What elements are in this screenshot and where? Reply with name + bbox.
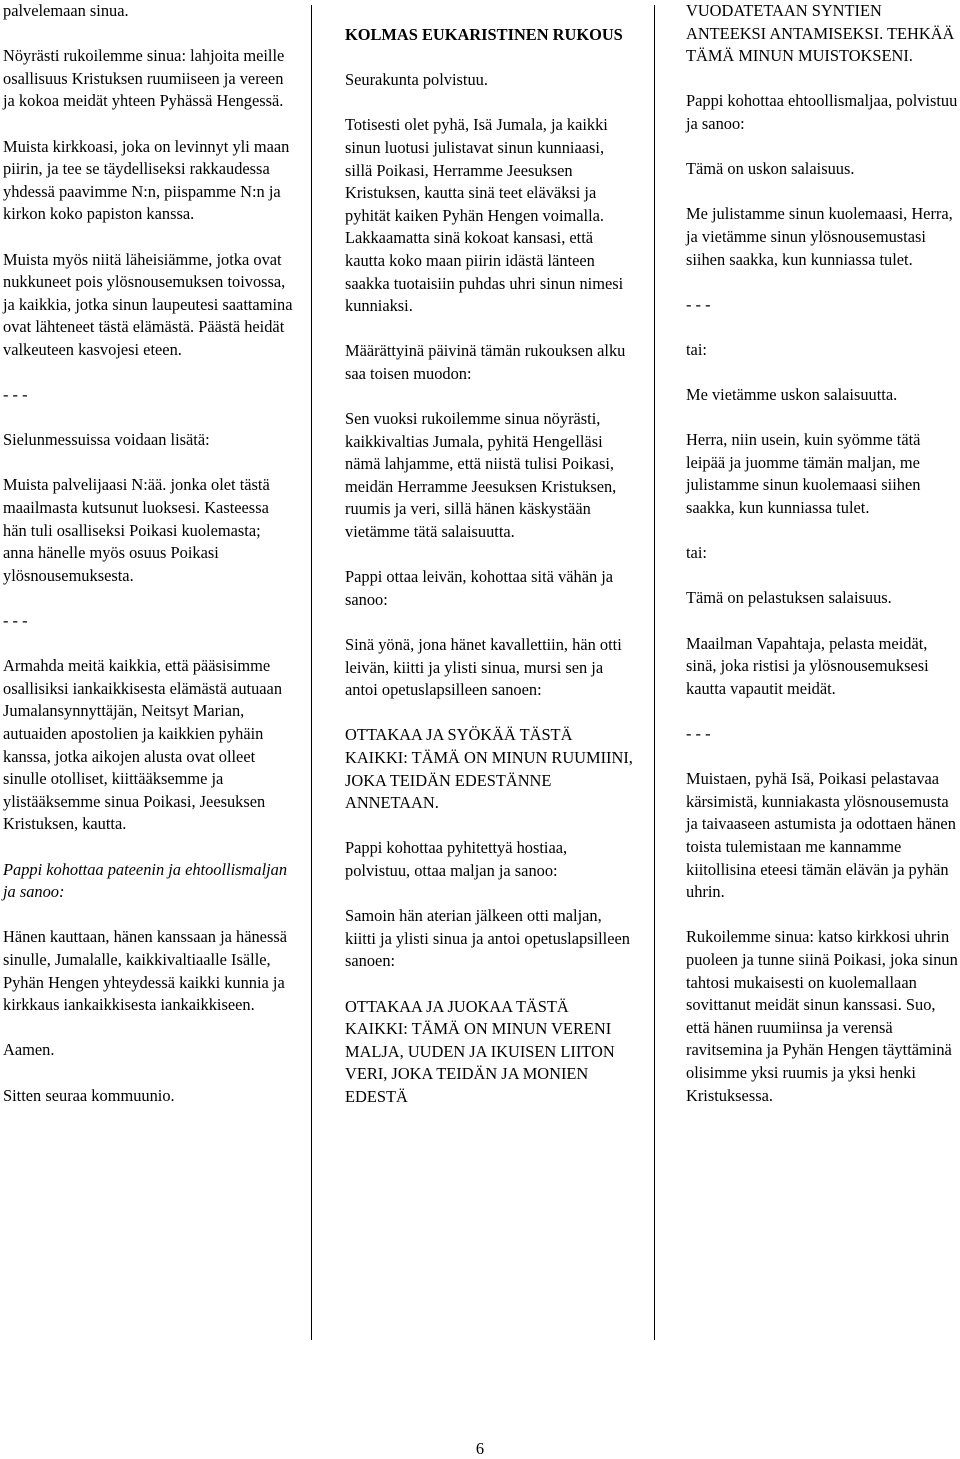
paragraph: Tämä on pelastuksen salaisuus. — [686, 588, 892, 608]
paragraph: Muistaen, pyhä Isä, Poikasi pelastavaa kärsimistä, kunniakasta ylösnousemusta ja taivaaseen astumista ja odottaen hänen toista tulemistaan me kannamme kiitollisina eteesi tämän elävän ja pyhän uhrin. — [686, 769, 956, 902]
paragraph: Aamen. — [3, 1040, 55, 1060]
rubric: Pappi kohottaa pateenin ja ehtoollismaljan ja sanoo: — [3, 859, 288, 902]
separator: - - - — [686, 294, 711, 314]
paragraph: Määrättyinä päivinä tämän rukouksen alku saa toisen muodon: — [345, 341, 626, 383]
column-right — [686, 0, 958, 1130]
column-left — [3, 0, 293, 1130]
paragraph: Muista palvelijaasi N:ää. jonka olet tästä maailmasta kutsunut luoksesi. Kasteessa hän tuli osalliseksi Poikasi kuolemasta; anna hänelle myös osuus Poikasi ylösnousemuksesta. — [3, 475, 270, 585]
separator: - - - — [3, 385, 28, 405]
paragraph: Armahda meitä kaikkia, että pääsisimme osallisiksi iankaikkisesta elämästä autuaan Jumalansynnyttäjän, Neitsyt Marian, autuaiden apostolien ja kaikkien pyhäin kanssa, jotka aikojen alusta ovat olleet sinulle otolliset, kiittääksemme ja ylistääksemme sinua Poikasi, Jeesuksen Kristuksen, kautta. — [3, 656, 283, 834]
paragraph: Hänen kauttaan, hänen kanssaan ja hänessä sinulle, Jumalalle, kaikkivaltiaalle Isälle, Pyhän Hengen yhteydessä kaikki kunnia ja kirkkaus iankaikkisesta iankaikkiseen. — [3, 927, 287, 1015]
column-divider — [311, 5, 312, 1340]
separator: - - - — [3, 611, 28, 631]
words-of-institution: OTTAKAA JA JUOKAA TÄSTÄ KAIKKI: TÄMÄ ON MINUN VERENI MALJA, UUDEN JA IKUISEN LIITON VERI, JOKA TEIDÄN JA MONIEN EDESTÄ — [345, 996, 615, 1106]
paragraph: Muista myös niitä läheisiämme, jotka ovat nukkuneet pois ylösnousemuksen toivossa, ja kaikkia, jotka sinun laupeutesi saattamina ovat lähteneet tästä elämästä. Päästä heidät valkeuteen kasvojesi eteen. — [3, 249, 293, 359]
paragraph: Sinä yönä, jona hänet kavallettiin, hän otti leivän, kiitti ja ylisti sinua, mursi sen ja antoi opetuslapsilleen sanoen: — [345, 635, 622, 700]
paragraph: Tämä on uskon salaisuus. — [686, 159, 855, 179]
paragraph: Sen vuoksi rukoilemme sinua nöyrästi, kaikkivaltias Jumala, pyhitä Hengelläsi nämä lahjamme, että niistä tulisi Poikasi, meidän Herramme Jeesuksen Kristuksen, ruumis ja veri, sillä hänen käskystään vietämme tätä salaisuutta. — [345, 409, 617, 542]
words-of-institution: VUODATETAAN SYNTIEN ANTEEKSI ANTAMISEKSI. TEHKÄÄ TÄMÄ MINUN MUISTOKSENI. — [686, 1, 955, 66]
paragraph: Pappi kohottaa pyhitettyä hostiaa, polvistuu, ottaa maljan ja sanoo: — [345, 838, 568, 880]
paragraph: Pappi ottaa leivän, kohottaa sitä vähän ja sanoo: — [345, 567, 614, 609]
paragraph: Seurakunta polvistuu. — [345, 70, 488, 90]
paragraph: tai: — [686, 339, 707, 359]
column-middle — [345, 24, 635, 1131]
paragraph: Samoin hän aterian jälkeen otti maljan, kiitti ja ylisti sinua ja antoi opetuslapsilleen sanoen: — [345, 906, 630, 971]
paragraph: Sitten seuraa kommuunio. — [3, 1085, 175, 1105]
paragraph: Rukoilemme sinua: katso kirkkosi uhrin puoleen ja tunne siinä Poikasi, joka sinun tahtosi mukaisesti on kuolemallaan sovittanut meidät sinun kanssasi. Suo, että hänen ruumiinsa ja verensä ravitsemina ja Pyhän Hengen täyttäminä olisimme yksi ruumis ja yksi henki Kristuksessa. — [686, 927, 958, 1105]
separator: - - - — [686, 724, 711, 743]
words-of-institution: OTTAKAA JA SYÖKÄÄ TÄSTÄ KAIKKI: TÄMÄ ON MINUN RUUMIINI, JOKA TEIDÄN EDESTÄNNE ANNETAAN. — [345, 725, 633, 813]
column-divider — [654, 5, 655, 1340]
page-number: 6 — [475, 1439, 485, 1458]
paragraph: Sielunmessuissa voidaan lisätä: — [3, 430, 210, 450]
paragraph: Me vietämme uskon salaisuutta. — [686, 385, 898, 405]
paragraph: Muista kirkkoasi, joka on levinnyt yli maan piirin, ja tee se täydelliseksi rakkaudessa yhdessä paavimme N:n, piispamme N:n ja kirkon koko papiston kanssa. — [3, 136, 290, 224]
section-heading: KOLMAS EUKARISTINEN RUKOUS — [345, 25, 623, 44]
paragraph: Pappi kohottaa ehtoollismaljaa, polvistuu ja sanoo: — [686, 91, 958, 133]
paragraph: Totisesti olet pyhä, Isä Jumala, ja kaikki sinun luotusi julistavat sinun kunniaasi, sillä Poikasi, Herramme Jeesuksen Kristuksen, kautta sinä teet eläväksi ja pyhität kaiken Pyhän Hengen voimalla. Lakkaamatta sinä kokoat kansasi, että kautta koko maan piirin idästä länteen saakka tuotaisiin puhdas uhri sinun nimesi kunniaksi. — [345, 115, 624, 316]
paragraph: Herra, niin usein, kuin syömme tätä leipää ja juomme tämän maljan, me julistamme sinun kuolemaasi siihen saakka, kun kunniassa tulet. — [686, 430, 921, 518]
paragraph: Nöyrästi rukoilemme sinua: lahjoita meille osallisuus Kristuksen ruumiiseen ja vereen ja kokoa meidät yhteen Pyhässä Hengessä. — [3, 46, 285, 111]
paragraph: tai: — [686, 543, 707, 563]
paragraph: Me julistamme sinun kuolemaasi, Herra, ja vietämme sinun ylösnousemustasi siihen saakka, kun kunniassa tulet. — [686, 204, 953, 269]
paragraph: Maailman Vapahtaja, pelasta meidät, sinä, joka ristisi ja ylösnousemuksesi kautta vapautit meidät. — [686, 633, 929, 698]
paragraph: palvelemaan sinua. — [3, 1, 129, 20]
